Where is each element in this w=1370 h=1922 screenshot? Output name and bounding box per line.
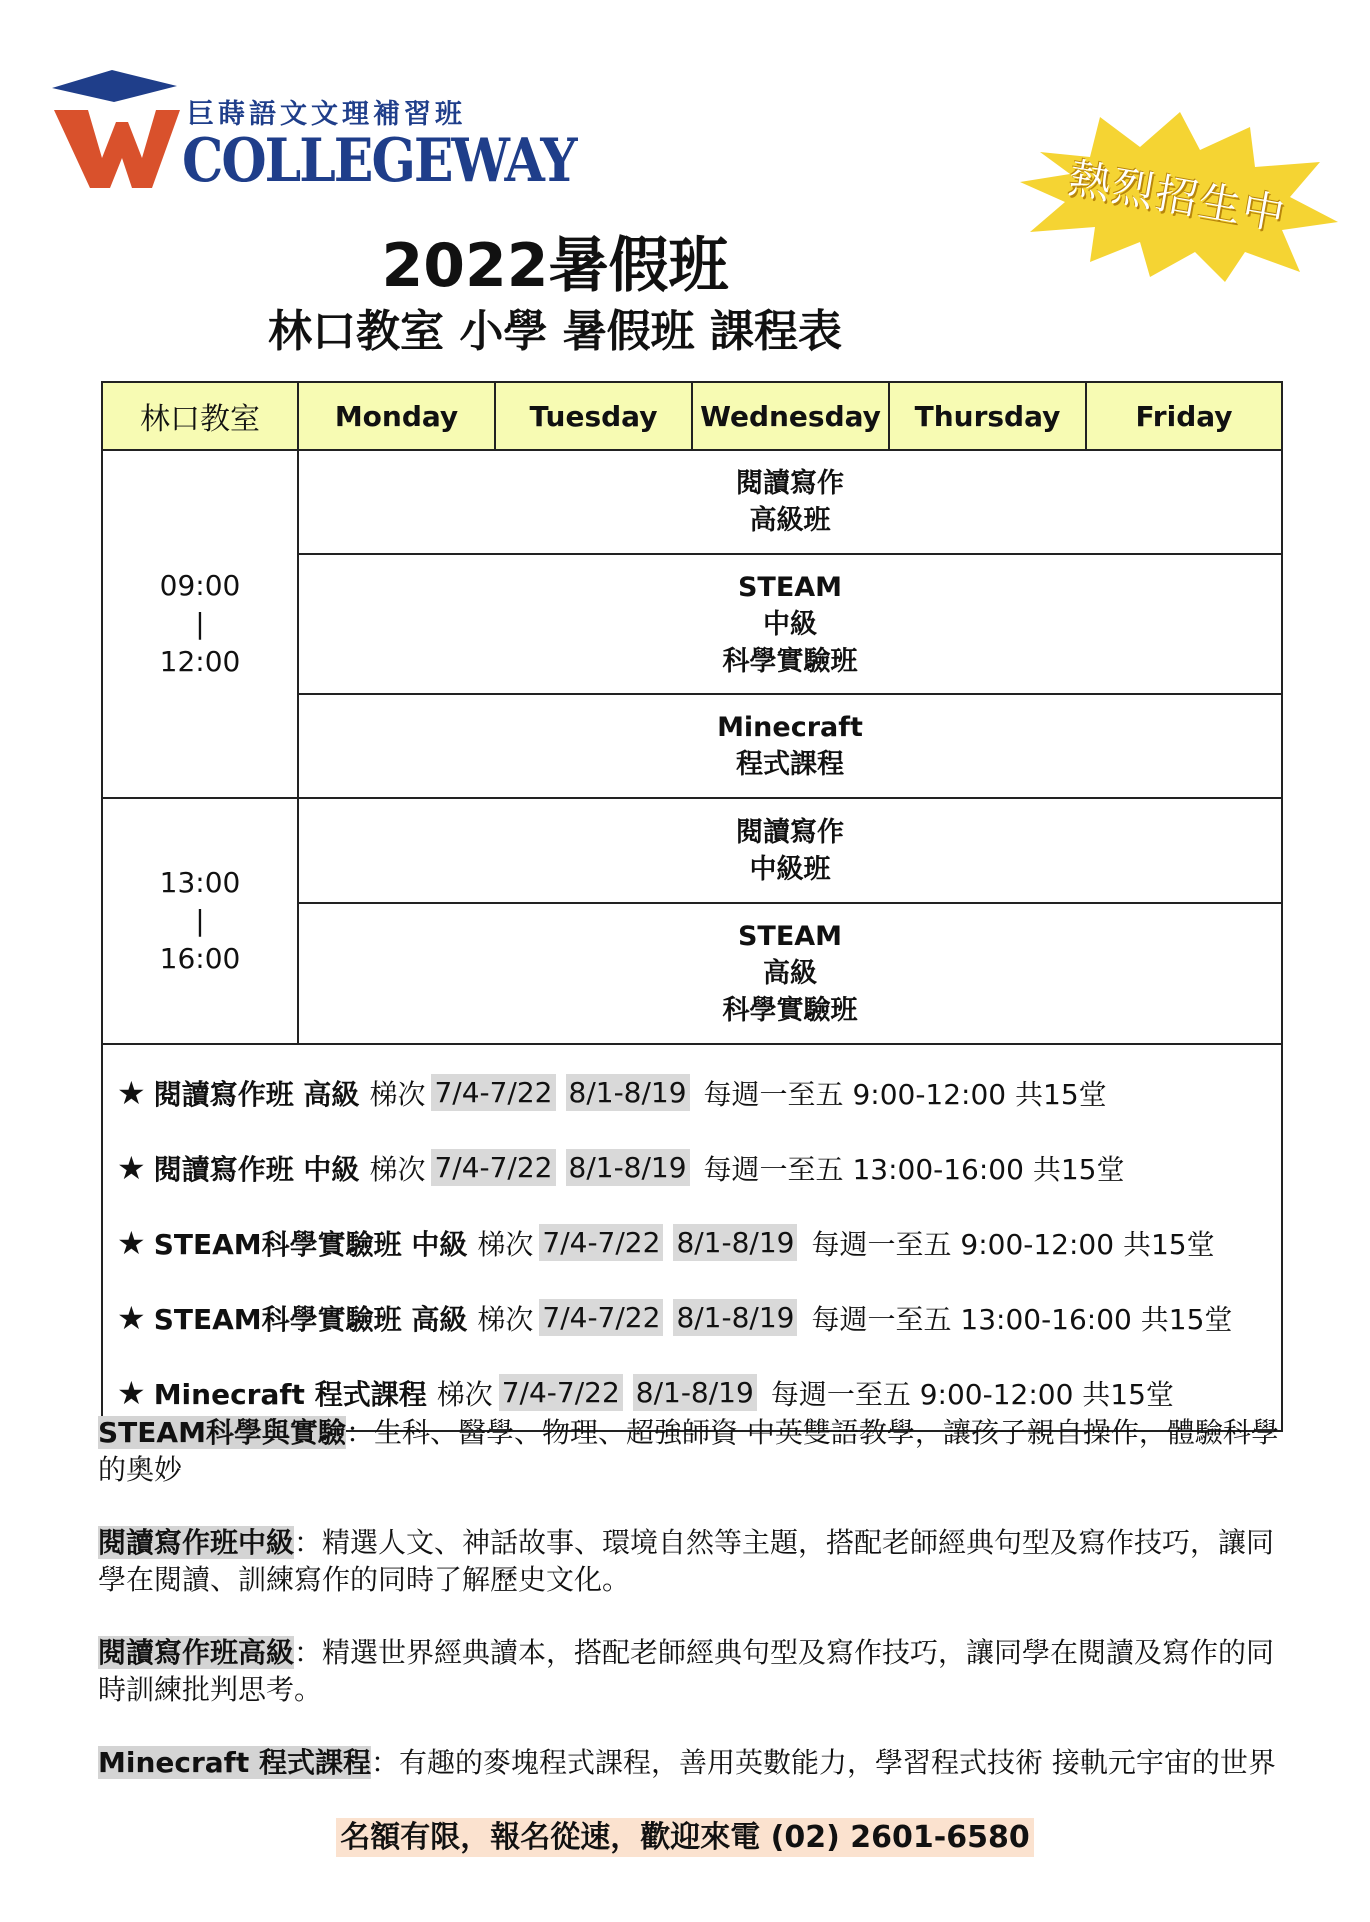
- header-wednesday: Wednesday: [693, 383, 890, 449]
- course-notes: [103, 1045, 1281, 1430]
- note-label: 梯次: [369, 1077, 426, 1111]
- note-schedule: 每週一至五 9:00-12:00 共15堂: [811, 1227, 1215, 1261]
- header-location: 林口教室: [103, 383, 299, 449]
- course-line: 科學實驗班: [722, 995, 858, 1026]
- star-icon: ★: [117, 1298, 146, 1337]
- note-date: 8/1-8/19: [673, 1224, 797, 1261]
- description-key: STEAM科學與實驗: [98, 1416, 346, 1449]
- note-label: 梯次: [369, 1152, 426, 1186]
- description-text: ：精選人文、神話故事、環境自然等主題，搭配老師經典句型及寫作技巧，讓同學在閱讀、訓練寫作的同時了解歷史文化。: [98, 1526, 1275, 1596]
- note-label: 梯次: [477, 1302, 534, 1336]
- note-date: 8/1-8/19: [673, 1299, 797, 1336]
- page-subtitle: 林口教室 小學 暑假班 課程表: [268, 306, 842, 357]
- course-line: 高級: [763, 958, 817, 989]
- note-label: 梯次: [477, 1227, 534, 1261]
- course-line: 閱讀寫作: [736, 468, 844, 499]
- time-separator: |: [195, 607, 205, 640]
- course-line: STEAM: [737, 571, 843, 603]
- note-schedule: 每週一至五 9:00-12:00 共15堂: [770, 1377, 1174, 1411]
- star-icon: ★: [117, 1223, 146, 1262]
- description-reading-advanced: [98, 1634, 1298, 1708]
- course-cell: [299, 555, 1281, 695]
- note-course-name: Minecraft 程式課程: [153, 1377, 427, 1411]
- description-minecraft: [98, 1744, 1298, 1781]
- time-slot-afternoon: [103, 799, 299, 1043]
- note-schedule: 每週一至五 13:00-16:00 共15堂: [703, 1152, 1125, 1186]
- afternoon-block: [103, 799, 1281, 1045]
- note-schedule: 每週一至五 9:00-12:00 共15堂: [703, 1077, 1107, 1111]
- enrollment-text: 熱烈招生中: [1064, 153, 1291, 240]
- note-date: 8/1-8/19: [566, 1149, 690, 1186]
- note-item: [117, 1280, 1281, 1355]
- time-end: 12:00: [159, 645, 241, 678]
- course-line: 中級班: [749, 853, 831, 885]
- header-friday: Friday: [1135, 399, 1233, 433]
- course-line: STEAM: [737, 921, 843, 952]
- description-text: ：生科、醫學、物理、超強師資 中英雙語教學，讓孩子親自操作，體驗科學的奧妙: [98, 1416, 1279, 1486]
- note-date: 7/4-7/22: [431, 1074, 555, 1111]
- description-key: 閱讀寫作班高級: [98, 1636, 295, 1669]
- course-line: 高級班: [749, 505, 831, 536]
- note-date: 7/4-7/22: [539, 1224, 663, 1261]
- header-thursday: Thursday: [890, 383, 1087, 449]
- note-date: 8/1-8/19: [566, 1074, 690, 1111]
- course-line: 中級: [763, 608, 817, 640]
- course-cell: [299, 904, 1281, 1043]
- course-cell: [299, 695, 1281, 797]
- course-line: 科學實驗班: [722, 645, 858, 677]
- morning-block: [103, 451, 1281, 799]
- schedule-table: [101, 381, 1283, 1432]
- time-end: 16:00: [159, 942, 241, 975]
- time-start: 13:00: [159, 866, 241, 899]
- note-schedule: 每週一至五 13:00-16:00 共15堂: [811, 1302, 1233, 1336]
- course-line: 閱讀寫作: [736, 816, 844, 848]
- logo-english-name: COLLEGEWAY: [182, 126, 576, 197]
- note-date: 8/1-8/19: [633, 1374, 757, 1411]
- description-reading-intermediate: [98, 1524, 1298, 1598]
- description-text: ：精選世界經典讀本，搭配老師經典句型及寫作技巧，讓同學在閱讀及寫作的同時訓練批判思考。: [98, 1636, 1275, 1706]
- description-key: 閱讀寫作班中級: [98, 1526, 295, 1559]
- graduation-cap-w-icon: [52, 66, 182, 196]
- star-icon: ★: [117, 1373, 146, 1412]
- header-tuesday: Tuesday: [496, 383, 693, 449]
- logo-chinese-name: 巨蒔語文文理補習班: [187, 99, 466, 130]
- note-label: 梯次: [436, 1377, 493, 1411]
- page-title: 2022暑假班: [381, 231, 729, 301]
- note-date: 7/4-7/22: [431, 1149, 555, 1186]
- description-text: ：有趣的麥塊程式課程，善用英數能力，學習程式技術 接軌元宇宙的世界: [371, 1746, 1276, 1779]
- note-item: [117, 1055, 1281, 1130]
- note-course-name: STEAM科學實驗班 中級: [153, 1227, 468, 1261]
- note-course-name: STEAM科學實驗班 高級: [153, 1302, 468, 1336]
- note-date: 7/4-7/22: [539, 1299, 663, 1336]
- note-course-name: 閱讀寫作班 中級: [153, 1152, 360, 1186]
- header-monday: Monday: [299, 383, 496, 449]
- morning-courses: [299, 451, 1281, 797]
- course-cell: [299, 799, 1281, 904]
- description-steam: [98, 1414, 1298, 1488]
- course-cell: [299, 451, 1281, 555]
- note-course-name: 閱讀寫作班 高級: [153, 1077, 360, 1111]
- afternoon-courses: [299, 799, 1281, 1043]
- time-start: 09:00: [159, 569, 241, 602]
- note-item: [117, 1130, 1281, 1205]
- note-item: [117, 1205, 1281, 1280]
- time-separator: |: [195, 904, 205, 937]
- course-line: 程式課程: [736, 749, 844, 780]
- contact-footer: [0, 1812, 1370, 1856]
- contact-text: 名額有限，報名從速，歡迎來電 (02) 2601-6580: [336, 1818, 1034, 1857]
- star-icon: ★: [117, 1148, 146, 1187]
- star-icon: ★: [117, 1073, 146, 1112]
- time-slot-morning: [103, 451, 299, 797]
- description-key: Minecraft 程式課程: [98, 1746, 372, 1779]
- course-line: Minecraft: [717, 712, 863, 743]
- table-header-row: [103, 383, 1281, 451]
- note-date: 7/4-7/22: [499, 1374, 623, 1411]
- collegeway-logo: [52, 66, 576, 197]
